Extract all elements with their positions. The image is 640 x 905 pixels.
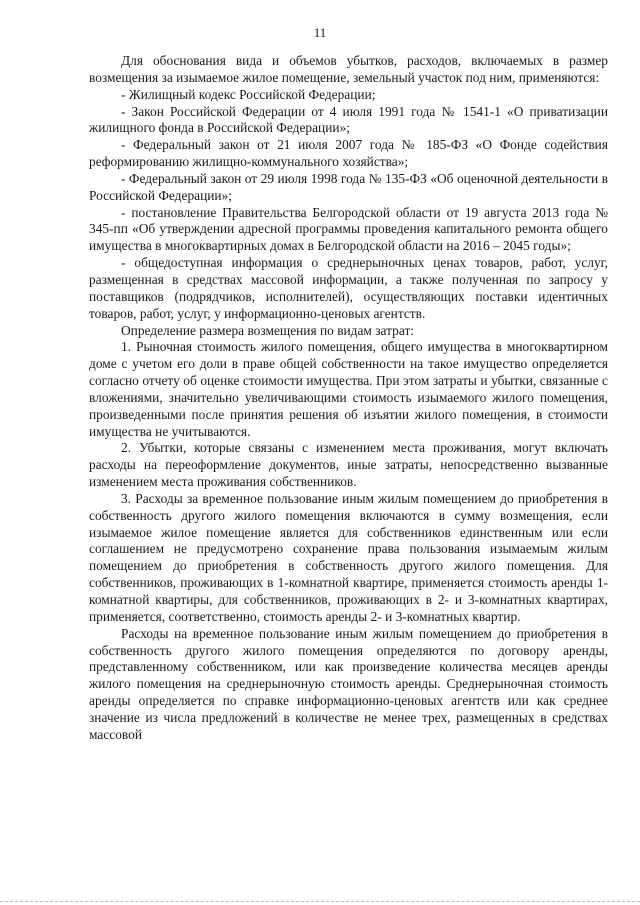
paragraph-item-3: 3. Расходы за временное пользование иным жилым помещением до приобретения в собственность другого жилого помещения включаются в сумму возмещения, если изымаемое жилое помещение является для собственников единственным или если соглашением не предусмотрено сохранение права пользования изымаемым жилым помещением до приобретения в собственность другого жилого помещения. Для собственников, проживающих в 1-комнатной квартире, применяется стоимость аренды 1-комнатной квартиры, для собственников, проживающих в 2- и 3-комнатных квартирах, применяется, соответственно, стоимость аренды 2- и 3-комнатных квартир. xyxy=(89,490,608,624)
document-body xyxy=(89,53,608,744)
paragraph-item-1: 1. Рыночная стоимость жилого помещения, общего имущества в многоквартирном доме с учетом его доли в праве общей собственности на такое имущество определяется согласно отчету об оценке стоимости имущества. При этом затраты и убытки, связанные с вложениями, значительно увеличивающими стоимость изымаемого жилого помещения, произведенными после принятия решения об изъятии жилого помещения, в стоимости имущества не учитываются. xyxy=(89,339,608,439)
list-item-valuation-law: - Федеральный закон от 29 июля 1998 года № 135-ФЗ «Об оценочной деятельности в Российской Федерации»; xyxy=(89,170,608,203)
paragraph-cost-types: Определение размера возмещения по видам затрат: xyxy=(121,322,415,338)
list-item-market-info: - общедоступная информация о среднерыночных ценах товаров, работ, услуг, размещенная в средствах массовой информации, а также полученная по запросу у поставщиков (подрядчиков, исполнителей), осуществляющих поставки идентичных товаров, работ, услуг, у информационно-ценовых агентств. xyxy=(89,255,608,321)
list-item-privatization-law: - Закон Российской Федерации от 4 июля 1991 года № 1541-1 «О приватизации жилищного фонда в Российской Федерации»; xyxy=(89,103,608,136)
list-item-government-resolution: - постановление Правительства Белгородской области от 19 августа 2013 года № 345-пп «Об утверждении адресной программы проведения капитального ремонта общего имущества в многоквартирных домах в Белгородской области на 2016 – 2045 годы»; xyxy=(89,204,608,254)
paragraph-item-2: 2. Убытки, которые связаны с изменением места проживания, могут включать расходы на переоформление документов, иные затраты, непосредственно вызванные изменением места проживания собственников. xyxy=(89,440,608,490)
paragraph-intro: Для обоснования вида и объемов убытков, расходов, включаемых в размер возмещения за изымаемое жилое помещение, земельный участок под ним, применяются: xyxy=(89,53,608,85)
page-number: 11 xyxy=(313,25,327,40)
scan-edge-line xyxy=(0,901,640,902)
list-item-housing-code: - Жилищный кодекс Российской Федерации; xyxy=(121,86,376,102)
list-item-fund-law: - Федеральный закон от 21 июля 2007 года № 185-ФЗ «О Фонде содействия реформированию жилищно-коммунального хозяйства»; xyxy=(89,137,608,170)
paragraph-rental-costs: Расходы на временное пользование иным жилым помещением до приобретения в собственность другого жилого помещения определяются по договору аренды, представленному собственником, или как произведение количества месяцев аренды жилого помещения на среднерыночную стоимость аренды. Среднерыночная стоимость аренды определяется по справке информационно-ценовых агентств или как среднее значение из числа предложений в количестве не менее трех, размещенных в средствах массовой xyxy=(89,625,608,742)
